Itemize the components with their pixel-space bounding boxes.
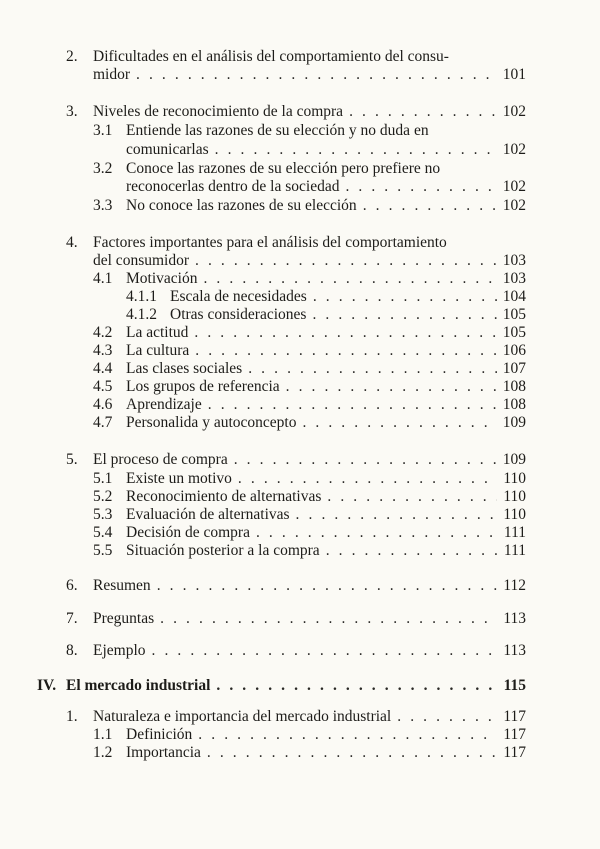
toc-title: La cultura — [126, 342, 190, 359]
leader-dots — [203, 270, 496, 288]
toc-page-number: 102 — [502, 103, 526, 120]
toc-page-number: 108 — [502, 396, 526, 413]
leader-dots — [345, 178, 496, 196]
toc-entry-4-1-2 — [126, 306, 526, 324]
toc-title: Definición — [126, 726, 193, 743]
leader-dots — [238, 470, 497, 488]
leader-dots — [397, 708, 497, 726]
toc-page-number: 104 — [502, 288, 526, 305]
toc-number: 3.2 — [93, 160, 113, 177]
toc-chapter-iv — [37, 677, 526, 695]
toc-number: 4.7 — [93, 414, 113, 431]
toc-page-number: 103 — [502, 270, 526, 287]
leader-dots — [248, 360, 497, 378]
toc-title: comunicarlas — [126, 141, 209, 158]
leader-dots — [302, 414, 496, 432]
toc-number: 5.5 — [93, 542, 113, 559]
toc-page-number: 113 — [503, 610, 526, 627]
toc-title: midor — [93, 66, 131, 83]
toc-title: Naturaleza e importancia del mercado industrial — [93, 708, 392, 725]
toc-title: Aprendizaje — [126, 396, 202, 413]
toc-page-number: 110 — [503, 506, 526, 523]
toc-title: Evaluación de alternativas — [126, 506, 290, 523]
toc-number: 5.2 — [93, 488, 113, 505]
toc-entry-4-2 — [93, 324, 526, 342]
toc-number: 4.1.1 — [126, 288, 157, 305]
toc-number: 3.3 — [93, 197, 113, 214]
toc-number: 5.3 — [93, 506, 113, 523]
toc-entry-2 — [66, 48, 526, 66]
leader-dots — [194, 324, 496, 342]
toc-page-number: 105 — [502, 324, 526, 341]
leader-dots — [286, 378, 497, 396]
toc-title: Otras consideraciones — [170, 306, 307, 323]
toc-number: 3. — [66, 103, 78, 120]
leader-dots — [256, 524, 498, 542]
toc-page-number: 110 — [503, 470, 526, 487]
toc-title: Las clases sociales — [126, 360, 243, 377]
toc-number: 5.1 — [93, 470, 113, 487]
toc-title: Resumen — [93, 577, 151, 594]
leader-dots — [215, 141, 497, 159]
toc-entry-5-2 — [93, 488, 526, 506]
toc-title: Entiende las razones de su elección y no duda en — [126, 122, 429, 139]
toc-entry-5-1 — [93, 470, 526, 488]
toc-page-number: 101 — [502, 66, 526, 83]
toc-page-number: 102 — [502, 197, 526, 214]
toc-title: Preguntas — [93, 610, 155, 627]
toc-number: 5. — [66, 451, 78, 468]
leader-dots — [326, 542, 498, 560]
toc-entry-3-2-cont — [126, 178, 526, 196]
leader-dots — [152, 642, 498, 660]
toc-number: 4.1.2 — [126, 306, 157, 323]
toc-entry-4-cont — [93, 252, 526, 270]
toc-title: Escala de necesidades — [170, 288, 307, 305]
leader-dots — [296, 506, 498, 524]
toc-entry-3 — [66, 103, 526, 121]
toc-title: Personalida y autoconcepto — [126, 414, 297, 431]
leader-dots — [216, 677, 497, 695]
toc-title: Dificultades en el análisis del comportamiento del consu- — [93, 48, 449, 65]
toc-entry-4-7 — [93, 414, 526, 432]
toc-entry-5-5 — [93, 542, 526, 560]
toc-entry-2-cont — [93, 66, 526, 84]
toc-number: 4.1 — [93, 270, 113, 287]
toc-title: Niveles de reconocimiento de la compra — [93, 103, 344, 120]
toc-entry-4-4 — [93, 360, 526, 378]
toc-number: 6. — [66, 577, 78, 594]
toc-page-number: 112 — [503, 577, 526, 594]
toc-page-number: 115 — [503, 677, 526, 694]
toc-title: El proceso de compra — [93, 451, 228, 468]
toc-page-number: 110 — [503, 488, 526, 505]
toc-entry-3-1 — [93, 122, 526, 140]
toc-title: Reconocimiento de alternativas — [126, 488, 322, 505]
toc-number: 8. — [66, 642, 78, 659]
toc-page-number: 111 — [503, 524, 526, 541]
toc-title: reconocerlas dentro de la sociedad — [126, 178, 340, 195]
leader-dots — [195, 342, 496, 360]
toc-number: 4.2 — [93, 324, 113, 341]
toc-number: 4.5 — [93, 378, 113, 395]
toc-page-number: 117 — [503, 744, 526, 761]
toc-page-number: 109 — [502, 451, 526, 468]
toc-page-number: 117 — [503, 726, 526, 743]
leader-dots — [349, 103, 497, 121]
toc-entry-iv-1-1 — [93, 726, 526, 744]
toc-title: El mercado industrial — [66, 677, 211, 694]
toc-number: 2. — [66, 48, 78, 65]
leader-dots — [160, 610, 497, 628]
toc-page-number: 109 — [502, 414, 526, 431]
toc-number: 4. — [66, 234, 78, 251]
toc-entry-4-5 — [93, 378, 526, 396]
leader-dots — [136, 66, 497, 84]
leader-dots — [195, 252, 497, 270]
toc-number: 7. — [66, 610, 78, 627]
toc-entry-4-1 — [93, 270, 526, 288]
toc-title: Importancia — [126, 744, 201, 761]
toc-entry-4-6 — [93, 396, 526, 414]
toc-title: Existe un motivo — [126, 470, 232, 487]
toc-title: Factores importantes para el análisis del comportamiento — [93, 234, 447, 251]
toc-number: 4.4 — [93, 360, 113, 377]
toc-entry-3-1-cont — [126, 141, 526, 159]
toc-entry-5-3 — [93, 506, 526, 524]
toc-entry-5 — [66, 451, 526, 469]
toc-page-number: 108 — [502, 378, 526, 395]
toc-title: Motivación — [126, 270, 198, 287]
toc-number: 3.1 — [93, 122, 113, 139]
toc-page-number: 106 — [502, 342, 526, 359]
toc-number: 4.3 — [93, 342, 113, 359]
toc-entry-3-2 — [93, 160, 526, 178]
toc-page-number: 113 — [503, 642, 526, 659]
toc-entry-iv-1-2 — [93, 744, 526, 762]
toc-number: 1.1 — [93, 726, 113, 743]
leader-dots — [157, 577, 498, 595]
toc-page-number: 117 — [503, 708, 526, 725]
leader-dots — [198, 726, 497, 744]
toc-title: del consumidor — [93, 252, 189, 269]
toc-number: 4.6 — [93, 396, 113, 413]
leader-dots — [234, 451, 497, 469]
toc-number: 5.4 — [93, 524, 113, 541]
toc-entry-5-4 — [93, 524, 526, 542]
toc-entry-7 — [66, 610, 526, 628]
toc-entry-4-1-1 — [126, 288, 526, 306]
toc-number: 1.2 — [93, 744, 113, 761]
toc-title: Los grupos de referencia — [126, 378, 280, 395]
leader-dots — [312, 306, 496, 324]
toc-entry-6 — [66, 577, 526, 595]
toc-entry-3-3 — [93, 197, 526, 215]
leader-dots — [363, 197, 497, 215]
toc-title: No conoce las razones de su elección — [126, 197, 357, 214]
toc-page-number: 102 — [502, 178, 526, 195]
leader-dots — [208, 396, 497, 414]
toc-title: Ejemplo — [93, 642, 146, 659]
leader-dots — [313, 288, 497, 306]
toc-page-number: 111 — [503, 542, 526, 559]
leader-dots — [327, 488, 497, 506]
toc-page-number: 102 — [502, 141, 526, 158]
leader-dots — [207, 744, 497, 762]
toc-title: Decisión de compra — [126, 524, 250, 541]
toc-number: 1. — [66, 708, 78, 725]
toc-entry-8 — [66, 642, 526, 660]
toc-entry-iv-1 — [66, 708, 526, 726]
toc-entry-4 — [66, 234, 526, 252]
toc-title: Conoce las razones de su elección pero prefiere no — [126, 160, 441, 177]
toc-title: Situación posterior a la compra — [126, 542, 320, 559]
toc-page-number: 103 — [502, 252, 526, 269]
toc-page-number: 105 — [502, 306, 526, 323]
toc-title: La actitud — [126, 324, 189, 341]
toc-number: IV. — [37, 677, 57, 694]
toc-entry-4-3 — [93, 342, 526, 360]
toc-page-number: 107 — [502, 360, 526, 377]
